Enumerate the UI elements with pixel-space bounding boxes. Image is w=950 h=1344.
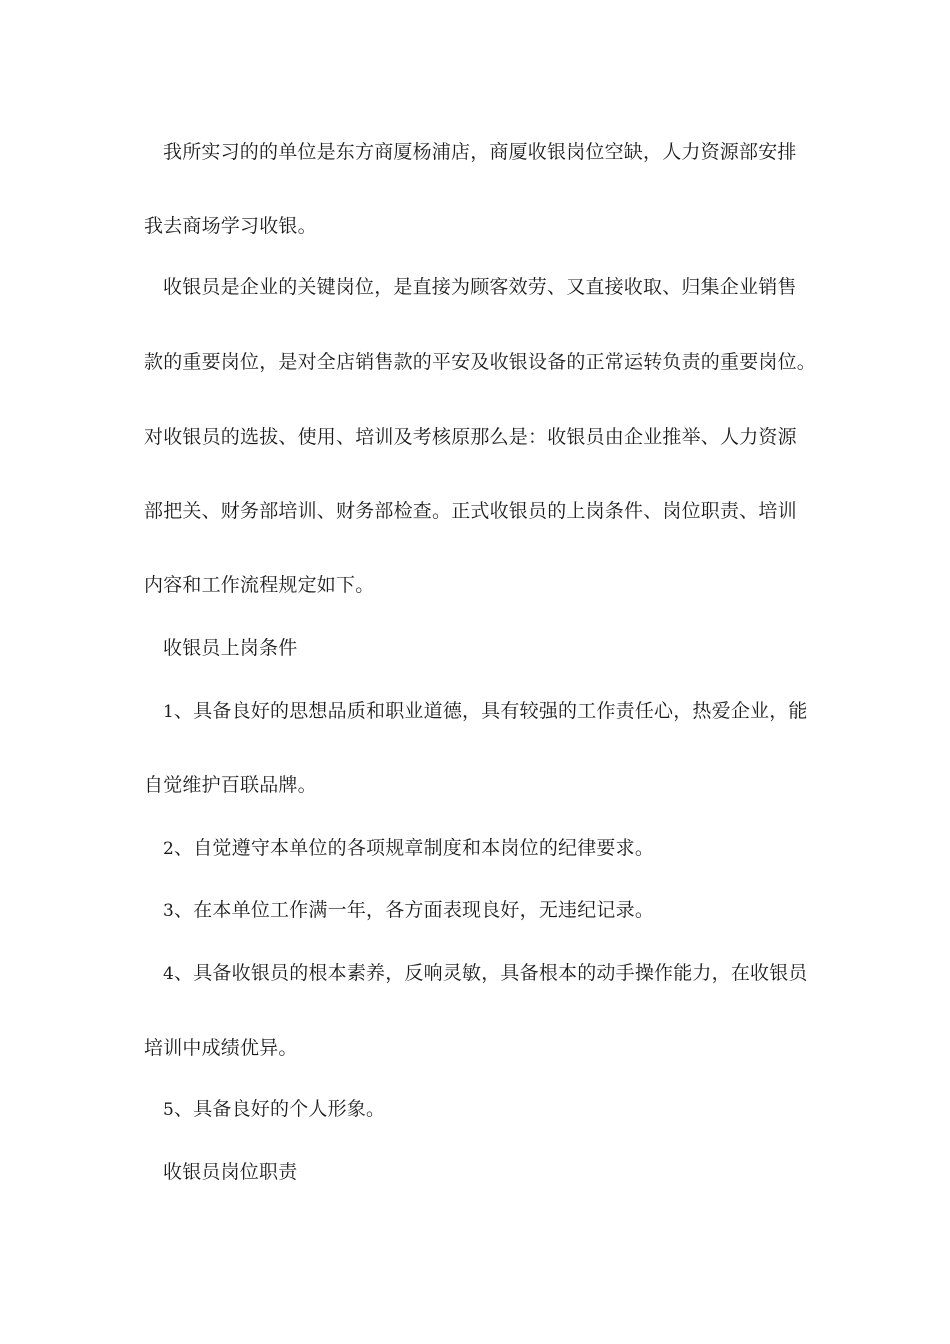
list-item-1-continuation: 自觉维护百联品牌。 — [144, 774, 317, 796]
list-item-text: 在本单位工作满一年，各方面表现良好，无违纪记录。 — [193, 899, 655, 921]
list-item-text: 具备良好的思想品质和职业道德，具有较强的工作责任心，热爱企业，能 — [193, 700, 808, 722]
list-item-4-continuation: 培训中成绩优异。 — [144, 1037, 298, 1059]
list-item-separator: 、 — [174, 962, 194, 984]
list-item-number: 5 — [163, 1100, 175, 1120]
section-heading-requirements: 收银员上岗条件 — [163, 637, 298, 659]
list-item-number: 2 — [163, 839, 175, 859]
list-item-text: 具备良好的个人形象。 — [193, 1098, 386, 1120]
list-item-number: 1 — [163, 702, 175, 722]
section-heading-duties: 收银员岗位职责 — [163, 1161, 298, 1183]
list-item-separator: 、 — [174, 700, 194, 722]
paragraph-2-line-1: 收银员是企业的关键岗位，是直接为顾客效劳、又直接收取、归集企业销售 — [163, 276, 797, 298]
paragraph-2-line-4: 部把关、财务部培训、财务部检查。正式收银员的上岗条件、岗位职责、培训 — [144, 500, 797, 522]
list-item-1 — [163, 699, 808, 724]
paragraph-1-line-1: 我所实习的的单位是东方商厦杨浦店，商厦收银岗位空缺，人力资源部安排 — [163, 141, 797, 163]
list-item-separator: 、 — [174, 899, 194, 921]
list-item-separator: 、 — [174, 837, 194, 859]
list-item-5 — [163, 1097, 385, 1122]
list-item-text: 自觉遵守本单位的各项规章制度和本岗位的纪律要求。 — [193, 837, 655, 859]
list-item-text: 具备收银员的根本素养，反响灵敏，具备根本的动手操作能力，在收银员 — [193, 962, 808, 984]
paragraph-2-line-3: 对收银员的选拔、使用、培训及考核原那么是：收银员由企业推举、人力资源 — [144, 426, 797, 448]
paragraph-2-line-2: 款的重要岗位，是对全店销售款的平安及收银设备的正常运转负责的重要岗位。 — [144, 351, 817, 373]
list-item-4 — [163, 961, 808, 986]
list-item-number: 3 — [163, 901, 175, 921]
list-item-2 — [163, 836, 654, 861]
list-item-separator: 、 — [174, 1098, 194, 1120]
paragraph-1-line-2: 我去商场学习收银。 — [144, 215, 317, 237]
list-item-3 — [163, 898, 654, 923]
paragraph-2-line-5: 内容和工作流程规定如下。 — [144, 574, 375, 596]
list-item-number: 4 — [163, 964, 175, 984]
